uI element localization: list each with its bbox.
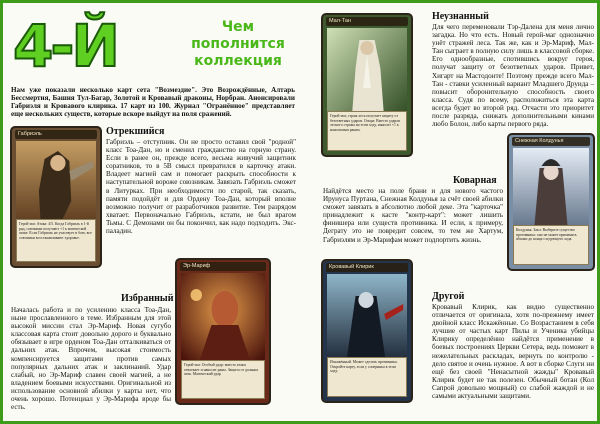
card-art — [16, 141, 96, 225]
card-name: Снежная Колдунья — [512, 137, 590, 146]
card-art — [181, 273, 265, 365]
card-name: Габриэль — [15, 130, 97, 139]
card-gabriel — [10, 126, 102, 268]
heading-izbrannyi: Избранный — [121, 293, 174, 304]
card-ermarif — [175, 258, 271, 405]
text-izbrannyi: Началась работа и по усилению класса Тоа-Дан, ныне прославленного в теме. Избранным для этой высокой миссии стал Эр-Мариф. Новая сугубо классовая карта стоит довольно дорого и буквально обязывает в игре орденом Тоа-Дан отталкиваться от дальних атак. Впрочем, высокая стоимость компенсируется защитами против самых популярных дальних атак и заклинаний. Удар слабый, но Эр-Мариф славен своей магией, а не владением боевыми искусствами. Оригинальной из использование основной абилки у карты нет, что очень хорошо. Потенциал у Эр-Марифа вроде бы есть. — [11, 306, 171, 412]
heading-otreksh: Отрекшийся — [106, 126, 165, 137]
card-blood-cleric — [321, 259, 413, 403]
card-text: Герой-маг, страж леса получает защиту от безответных ударов. Опора: Вместо ударов лесного стража на этом ходу, наносит +1 к наносимым ранам. — [327, 111, 407, 151]
card-snow-witch — [507, 133, 595, 271]
card-text: Колдунья. Закл: Выберите существо противника: оно не может применять абилки до конца следующего хода. — [513, 225, 589, 265]
forest-mage-illustration — [327, 28, 407, 118]
logo-4th: 4-Й — [13, 12, 117, 80]
logo-line-2: пополнится — [191, 36, 285, 52]
card-name: Мал-Тан — [326, 17, 408, 26]
card-maltan — [321, 13, 413, 157]
heading-drugoi: Другой — [432, 291, 465, 302]
card-text: Искажённый. Может сделать противника. Откройте карту, если у соперника в этом ходу. — [327, 357, 407, 397]
red-mage-illustration — [181, 273, 265, 365]
text-kovarnaya: Найдётся место на поле брани и для нового частого Ирунуса Пуртана, Снежная Колдунья за счёт своей абилки сможет завязать в абсолютно любой деке. Эта "карточка" принадлежит к касте "контр-карт": может лишить финишера или существ противника. И если, к примеру, Деграту это не повредит совсем, то тем же Хартум, Габриэлям и Эр-Марифам может подпортить жизнь. — [323, 187, 503, 244]
logo-line-3: коллекция — [194, 53, 282, 69]
card-name: Эр-Мариф — [180, 262, 266, 271]
heading-neuznannyi: Неузнанный — [432, 11, 489, 22]
text-otreksh: Габриэль – отступник. Он не просто оставил свой "родной" класс Тоа-Дан, но и сменил гражданство на горную страну. Если в ранее он, прежде всего, весьма живучий защитник соратников, то в 5В смысл превратился в карточку атаки. Владеет магией сам и помогает раскрыть способности к наступательной вороже союзникам. Завязать Габриэль сможет в Литурках. При необходимости по старой, так сказать, памяти подойдёт и для Ордену Тоа-Дан, который вполне возможно получит от разработчиков развитие. Тем разрядом хватает. Первоначально Габриэль, кстати, не был врагом Тьмы. С Демонами он бы покончил, как надо подходить. Экс-паладин. — [106, 138, 296, 236]
card-art — [513, 148, 589, 232]
logo-line-1: Чем — [221, 19, 255, 35]
snow-witch-illustration — [513, 148, 589, 232]
card-art — [327, 28, 407, 118]
heading-kovarnaya: Коварная — [453, 175, 497, 186]
armored-warrior-illustration — [16, 141, 96, 225]
text-neuznannyi: Для чего переменовали Тэр-Далена для меня лично загадка. Но что есть. Новый герой-маг однозначно унёт стражей леса. Так же, как и Эр-Мариф, Мал-Тан сыграет в полную силу лишь в классовой сборке. Его однообразные, спотившись вокруг героя, получат защиту от безответных ударов. Привет, Хигарт на Мастодонте! Поэтому прежде всего Мал-Тан - ставки усиленный вариант Младшего Друида – повысит оборонительную способность своего класса. Судя по всему, расположиться эта карта всегда будет во второй ряд. Отчасти это приоритет после разряда, снижать дополнительными кинами любо Болон, либо карты первого ряда. — [432, 23, 595, 129]
card-name: Кровавый Клирик — [326, 263, 408, 272]
intro-paragraph: Нам уже показали несколько карт сета "Возмездие". Это Возрождённые, Алтарь Бессмертия, Башня Тул-Багар, Золотой и Кровавый драконы, Норбран. Анонсировали Габриэля и Кровавого клирика. 17 карт из 100. Журнал "Огранённое" представляет еще нескольких существ, которые вскоре выйдут на поля сражений. — [11, 86, 295, 119]
card-text: Герой-маг. Атака: 4/5. Когда Габриэль в 1-й ряд, союзники получают +1 к магической атаке. Если Габриэль не участвует в бою, все союзники восстанавливают здоровье. — [16, 219, 96, 262]
card-art — [327, 274, 407, 364]
blood-cleric-illustration — [327, 274, 407, 364]
card-text: Герой-маг. Особый удар: вместо атаки отвлекает и наносит раны. Защита от дальних атак. Магический удар — [181, 360, 265, 399]
logo-subtitle — [181, 19, 295, 70]
text-drugoi: Кровавый Клирик, как видно существенно отличается от оригинала, хотя по-прежнему имеет двойной класс Искажённые. Со Возрастанием в себя лучшие от частых карт Пилы и Ученика убийцы Клирику определённо найдётся применение в боевых построениях Церкви Сетера, ведь поможет в нежелательных раскладах, вернуть по контролю - дело святое и очень нужное. А вот в сборке Слуги ни ещё без своей "Ненасытной жажды" Кровавый Клирик будет не так полезен. Обычный ботан (Кол Сапрой довольно мощный) со слабой жаждой и не самыми актуальными защитами. — [432, 303, 594, 401]
